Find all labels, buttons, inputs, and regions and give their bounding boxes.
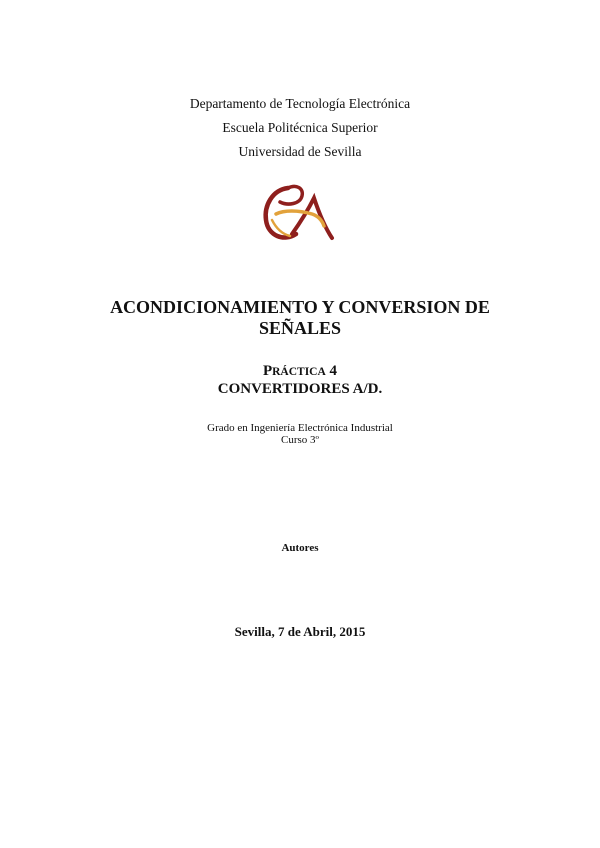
- practice-subtitle: CONVERTIDORES A/D.: [217, 381, 383, 397]
- practice-heading: [0, 362, 600, 381]
- course-year: Curso 3º: [281, 434, 319, 446]
- date-line: Sevilla, 7 de Abril, 2015: [234, 624, 366, 639]
- degree-name: Grado en Ingeniería Electrónica Industrial: [207, 422, 393, 434]
- university-name: Universidad de Sevilla: [238, 144, 362, 159]
- authors-label: Autores: [281, 542, 319, 554]
- school-name: Escuela Politécnica Superior: [222, 120, 378, 135]
- practice-number: 4: [329, 363, 338, 379]
- main-title-line1: ACONDICIONAMIENTO Y CONVERSION DE: [110, 297, 490, 317]
- practice-initial: P: [262, 363, 273, 379]
- department-name: Departamento de Tecnología Electrónica: [189, 96, 411, 111]
- practice-word: RÁCTICA: [272, 366, 326, 378]
- main-title-line2: SEÑALES: [258, 318, 342, 338]
- university-logo-icon: [258, 180, 338, 246]
